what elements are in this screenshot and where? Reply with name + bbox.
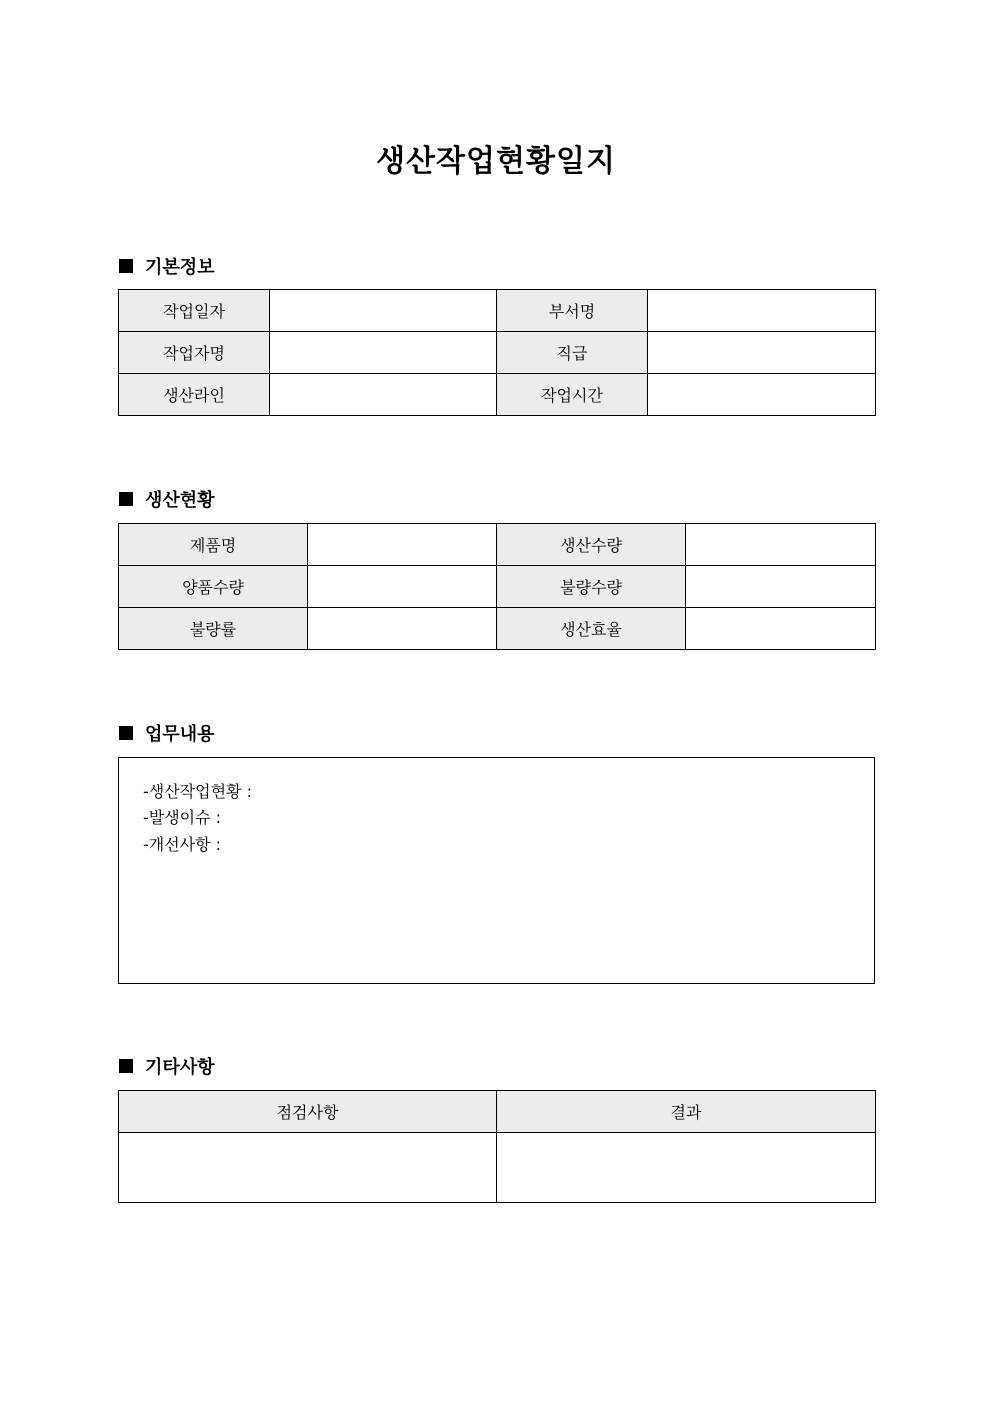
section-title: 업무내용 [145,724,215,745]
value-cell-position[interactable] [648,332,876,374]
value-cell-defect-rate[interactable] [308,608,497,650]
value-cell-product-name[interactable] [308,524,497,566]
label-cell: 작업자명 [119,332,270,374]
label-cell: 생산수량 [497,524,686,566]
section-heading-other [119,1053,215,1079]
label-cell: 제품명 [119,524,308,566]
section-title: 생산현황 [145,490,215,511]
value-cell-result[interactable] [497,1133,876,1203]
value-cell-check-item[interactable] [119,1133,497,1203]
value-cell-department[interactable] [648,290,876,332]
table-row [119,608,876,650]
value-cell-work-date[interactable] [270,290,497,332]
value-cell-work-hours[interactable] [648,374,876,416]
section-heading-work [119,720,215,746]
value-cell-efficiency[interactable] [686,608,876,650]
section-heading-production [119,486,215,512]
value-cell-good-qty[interactable] [308,566,497,608]
value-cell-production-qty[interactable] [686,524,876,566]
value-cell-production-line[interactable] [270,374,497,416]
square-bullet-icon [119,1059,133,1073]
label-cell: 불량률 [119,608,308,650]
square-bullet-icon [119,726,133,740]
work-line-improvements: -개선사항 : [143,835,222,854]
label-cell: 생산효율 [497,608,686,650]
label-cell: 작업시간 [497,374,648,416]
work-content-box[interactable] [118,757,875,984]
other-items-table [118,1090,876,1203]
column-header: 점검사항 [119,1091,497,1133]
label-cell: 직급 [497,332,648,374]
work-line-status: -생산작업현황 : [143,782,252,801]
column-header: 결과 [497,1091,876,1133]
label-cell: 양품수량 [119,566,308,608]
section-heading-basic [119,253,215,279]
page-title: 생산작업현황일지 [376,144,616,179]
value-cell-worker-name[interactable] [270,332,497,374]
production-status-table [118,523,876,650]
table-row [119,524,876,566]
value-cell-defect-qty[interactable] [686,566,876,608]
table-row [119,332,876,374]
table-header-row [119,1091,876,1133]
square-bullet-icon [119,259,133,273]
table-row [119,290,876,332]
table-row [119,1133,876,1203]
square-bullet-icon [119,492,133,506]
section-title: 기본정보 [145,257,215,278]
label-cell: 부서명 [497,290,648,332]
label-cell: 작업일자 [119,290,270,332]
label-cell: 불량수량 [497,566,686,608]
table-row [119,566,876,608]
table-row [119,374,876,416]
section-title: 기타사항 [145,1057,215,1078]
label-cell: 생산라인 [119,374,270,416]
work-line-issues: -발생이슈 : [143,808,222,827]
basic-info-table [118,289,876,416]
